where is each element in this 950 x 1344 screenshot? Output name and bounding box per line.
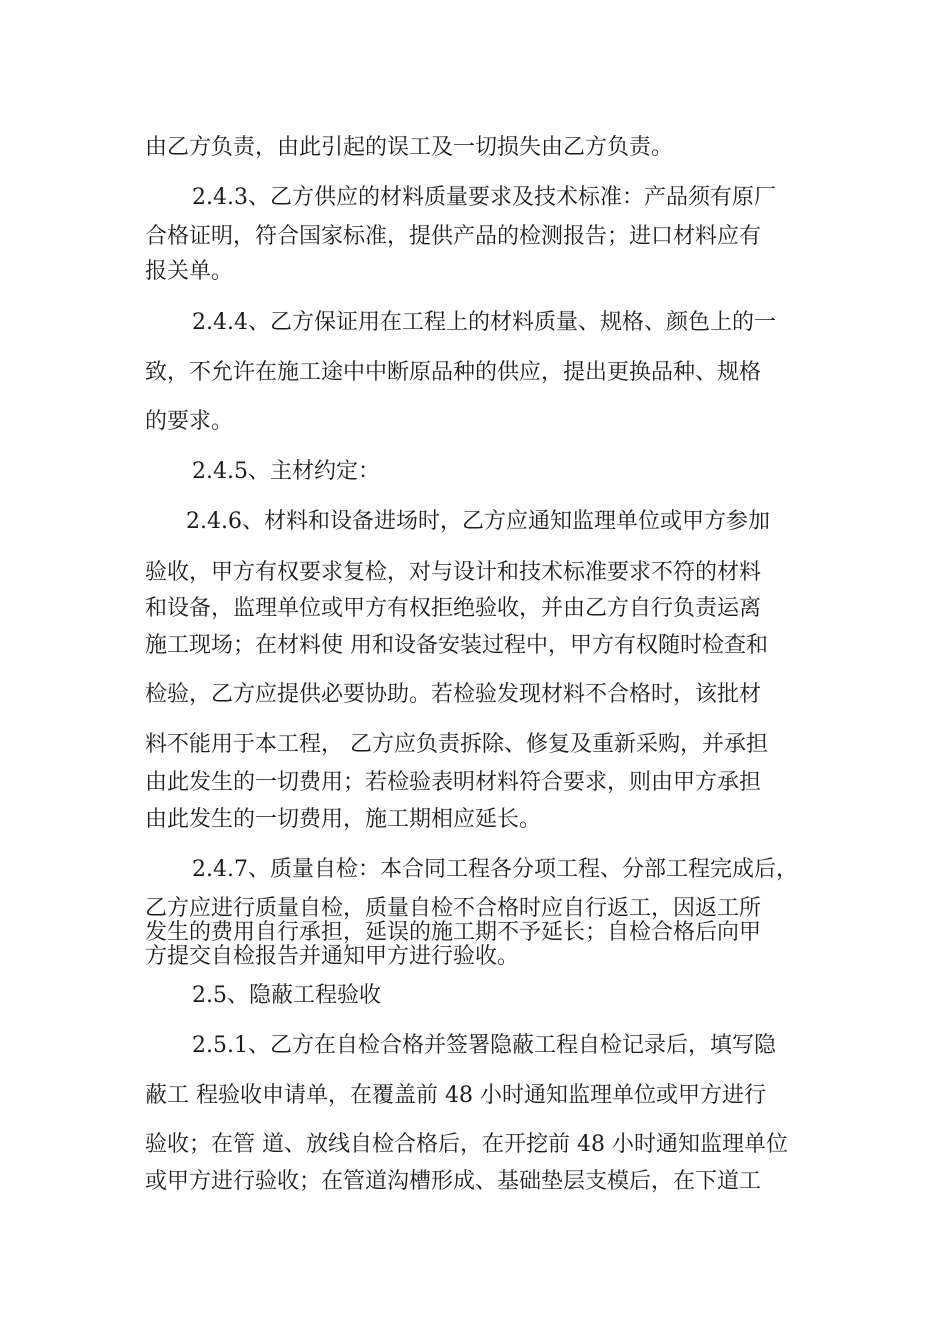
text-line: 致，不允许在施工途中中断原品种的供应，提出更换品种、规格 bbox=[145, 360, 762, 385]
clause-2-4-7-line: 2.4.7、质量自检：本合同工程各分项工程、分部工程完成后， bbox=[192, 857, 798, 882]
text-line: 乙方应进行质量自检，质量自检不合格时应自行返工，因返工所 bbox=[145, 896, 762, 921]
text-line: 报关单。 bbox=[145, 259, 234, 284]
text-line: 发生的费用自行承担，延误的施工期不予延长；自检合格后向甲 bbox=[145, 920, 762, 945]
text-line: 由此发生的一切费用，施工期相应延长。 bbox=[145, 807, 542, 832]
text-line: 料不能用于本工程， 乙方应负责拆除、修复及重新采购，并承担 bbox=[145, 732, 768, 757]
text-line: 蔽工 程验收申请单，在覆盖前 48 小时通知监理单位或甲方进行 bbox=[145, 1083, 766, 1108]
text-line: 方提交自检报告并通知甲方进行验收。 bbox=[145, 944, 520, 969]
text-line: 验收；在管 道、放线自检合格后，在开挖前 48 小时通知监理单位 bbox=[145, 1132, 788, 1157]
text-line: 施工现场；在材料使 用和设备安装过程中，甲方有权随时检查和 bbox=[145, 633, 768, 658]
clause-2-4-4-line: 2.4.4、乙方保证用在工程上的材料质量、规格、颜色上的一 bbox=[192, 310, 776, 335]
clause-2-4-3-line: 2.4.3、乙方供应的材料质量要求及技术标准：产品须有原厂 bbox=[192, 185, 776, 210]
clause-2-4-5-line: 2.4.5、主材约定： bbox=[192, 459, 380, 484]
text-line: 由此发生的一切费用；若检验表明材料符合要求，则由甲方承担 bbox=[145, 770, 762, 795]
text-line: 的要求。 bbox=[145, 409, 234, 434]
text-line: 或甲方进行验收；在管道沟槽形成、基础垫层支模后，在下道工 bbox=[145, 1169, 762, 1194]
section-2-5-heading: 2.5、隐蔽工程验收 bbox=[192, 983, 381, 1008]
text-line: 检验，乙方应提供必要协助。若检验发现材料不合格时，该批材 bbox=[145, 682, 762, 707]
clause-2-4-6-line: 2.4.6、材料和设备进场时，乙方应通知监理单位或甲方参加 bbox=[186, 509, 770, 534]
text-line: 和设备，监理单位或甲方有权拒绝验收，并由乙方自行负责运离 bbox=[145, 596, 762, 621]
text-line: 合格证明，符合国家标准，提供产品的检测报告；进口材料应有 bbox=[145, 224, 762, 249]
text-line: 由乙方负责，由此引起的误工及一切损失由乙方负责。 bbox=[145, 135, 674, 160]
clause-2-5-1-line: 2.5.1、乙方在自检合格并签署隐蔽工程自检记录后，填写隐 bbox=[192, 1033, 776, 1058]
text-line: 验收，甲方有权要求复检，对与设计和技术标准要求不符的材料 bbox=[145, 560, 762, 585]
